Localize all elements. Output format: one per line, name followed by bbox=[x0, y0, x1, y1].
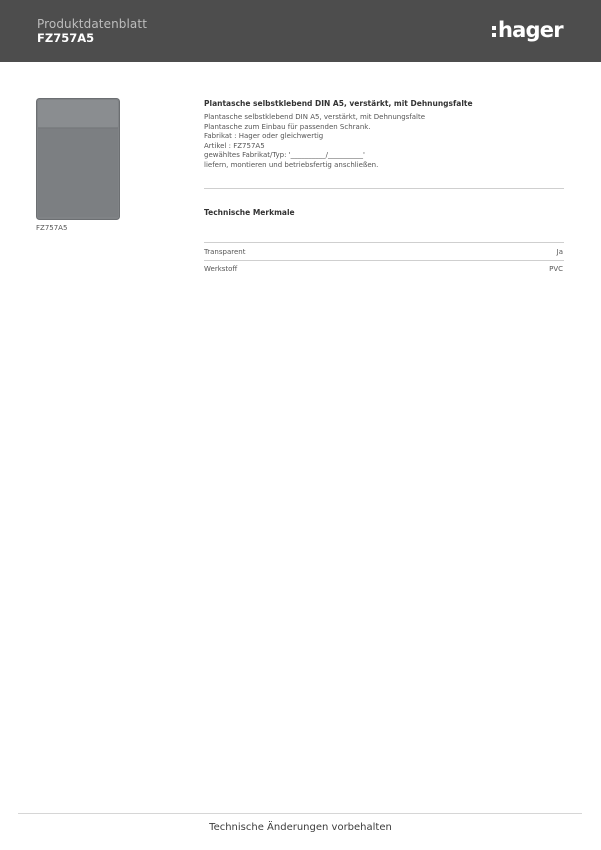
product-image-caption: FZ757A5 bbox=[36, 224, 68, 232]
table-divider bbox=[204, 242, 564, 243]
hager-logo bbox=[492, 16, 563, 44]
product-description-section bbox=[204, 99, 564, 170]
product-code: FZ757A5 bbox=[37, 31, 95, 45]
feature-row-transparent bbox=[204, 244, 563, 260]
features-heading: Technische Merkmale bbox=[204, 208, 295, 217]
feature-label: Transparent bbox=[204, 248, 246, 256]
header-bar bbox=[0, 0, 601, 62]
feature-row-werkstoff bbox=[204, 261, 563, 277]
feature-value: PVC bbox=[549, 265, 563, 273]
description-line: Artikel : FZ757A5 bbox=[204, 141, 265, 150]
footer-note: Technische Änderungen vorbehalten bbox=[209, 822, 392, 833]
description-line: Plantasche selbstklebend DIN A5, verstärkt, mit Dehnungsfalte bbox=[204, 113, 426, 121]
footer-divider bbox=[18, 813, 582, 814]
feature-value: Ja bbox=[556, 248, 563, 256]
description-line: Plantasche zum Einbau für passenden Schrank. bbox=[204, 122, 371, 131]
description-line: gewähltes Fabrikat/Typ: '__________/__________' bbox=[204, 151, 365, 159]
product-image bbox=[36, 98, 120, 220]
logo-wordmark: hager bbox=[498, 18, 563, 42]
product-description bbox=[204, 113, 564, 170]
description-line: liefern, montieren und betriebsfertig anschließen. bbox=[204, 160, 379, 169]
feature-label: Werkstoff bbox=[204, 265, 238, 273]
section-divider bbox=[204, 188, 564, 189]
product-title: Plantasche selbstklebend DIN A5, verstärkt, mit Dehnungsfalte bbox=[204, 99, 473, 108]
document-type: Produktdatenblatt bbox=[37, 17, 147, 31]
logo-dots-icon bbox=[492, 26, 496, 37]
description-line: Fabrikat : Hager oder gleichwertig bbox=[204, 132, 324, 140]
